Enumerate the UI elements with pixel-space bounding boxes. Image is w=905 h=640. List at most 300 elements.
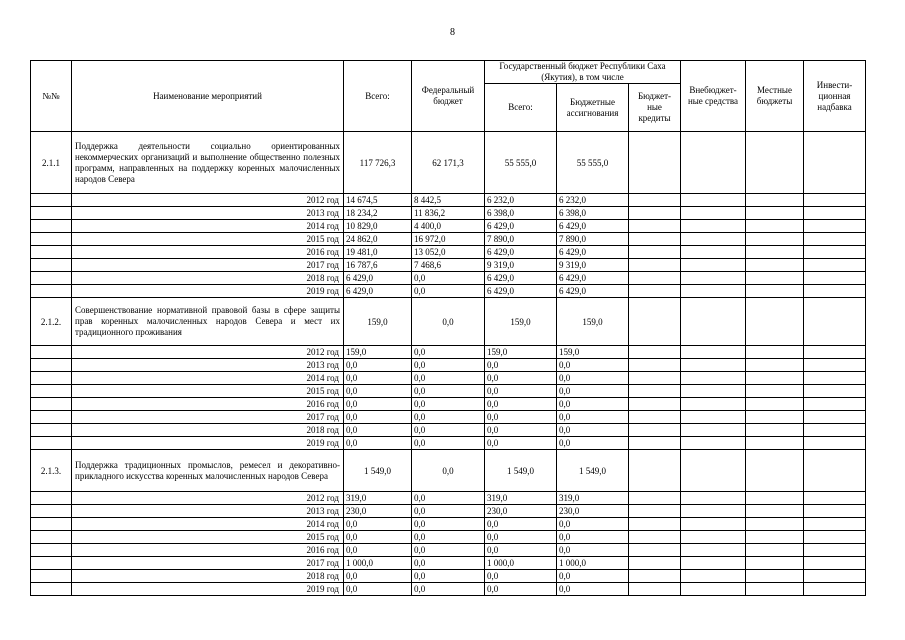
section-extra: [681, 298, 746, 346]
year-invest: [804, 424, 866, 437]
year-row-num: [31, 285, 72, 298]
year-rep-credit: [629, 437, 681, 450]
year-extra: [681, 570, 746, 583]
year-rep-credit: [629, 220, 681, 233]
year-label: 2012 год: [72, 346, 344, 359]
year-label: 2013 год: [72, 505, 344, 518]
year-local: [746, 492, 804, 505]
year-invest: [804, 272, 866, 285]
year-row-num: [31, 194, 72, 207]
year-rep-total: 6 429,0: [485, 272, 557, 285]
year-row: [31, 570, 866, 583]
header-num: №№: [31, 61, 72, 132]
year-total: 159,0: [344, 346, 412, 359]
section-federal: 0,0: [412, 298, 485, 346]
year-label: 2013 год: [72, 359, 344, 372]
year-row: [31, 385, 866, 398]
year-rep-credit: [629, 505, 681, 518]
year-row-num: [31, 346, 72, 359]
section-invest: [804, 132, 866, 194]
header-rep-total: Всего:: [485, 84, 557, 132]
year-extra: [681, 424, 746, 437]
year-row: [31, 372, 866, 385]
section-invest: [804, 450, 866, 492]
year-rep-total: 0,0: [485, 531, 557, 544]
year-federal: 13 052,0: [412, 246, 485, 259]
year-federal: 0,0: [412, 557, 485, 570]
year-rep-credit: [629, 207, 681, 220]
year-rep-total: 0,0: [485, 359, 557, 372]
year-row-num: [31, 398, 72, 411]
year-row-num: [31, 505, 72, 518]
year-rep-credit: [629, 272, 681, 285]
year-rep-credit: [629, 557, 681, 570]
year-local: [746, 233, 804, 246]
year-local: [746, 570, 804, 583]
year-label: 2013 год: [72, 207, 344, 220]
section-rep-total: 55 555,0: [485, 132, 557, 194]
year-federal: 8 442,5: [412, 194, 485, 207]
year-total: 0,0: [344, 544, 412, 557]
year-rep-alloc: 1 000,0: [557, 557, 629, 570]
year-federal: 16 972,0: [412, 233, 485, 246]
year-rep-alloc: 0,0: [557, 570, 629, 583]
year-label: 2018 год: [72, 272, 344, 285]
year-total: 16 787,6: [344, 259, 412, 272]
header-total: Всего:: [344, 61, 412, 132]
section-number: 2.1.1: [31, 132, 72, 194]
year-total: 19 481,0: [344, 246, 412, 259]
header-extra: Внебюджет-ные средства: [681, 61, 746, 132]
year-extra: [681, 544, 746, 557]
year-invest: [804, 259, 866, 272]
year-extra: [681, 372, 746, 385]
year-local: [746, 437, 804, 450]
year-row-num: [31, 359, 72, 372]
year-row: [31, 544, 866, 557]
year-invest: [804, 220, 866, 233]
year-rep-credit: [629, 194, 681, 207]
year-total: 0,0: [344, 437, 412, 450]
year-rep-credit: [629, 518, 681, 531]
year-federal: 11 836,2: [412, 207, 485, 220]
section-rep-total: 159,0: [485, 298, 557, 346]
year-total: 24 862,0: [344, 233, 412, 246]
year-label: 2019 год: [72, 437, 344, 450]
year-row: [31, 207, 866, 220]
year-rep-alloc: 0,0: [557, 398, 629, 411]
year-rep-total: 6 398,0: [485, 207, 557, 220]
year-rep-alloc: 0,0: [557, 518, 629, 531]
year-rep-total: 0,0: [485, 411, 557, 424]
year-invest: [804, 544, 866, 557]
year-total: 0,0: [344, 583, 412, 596]
year-total: 6 429,0: [344, 272, 412, 285]
year-rep-credit: [629, 346, 681, 359]
year-federal: 0,0: [412, 518, 485, 531]
year-local: [746, 194, 804, 207]
year-invest: [804, 285, 866, 298]
year-total: 0,0: [344, 424, 412, 437]
year-row-num: [31, 372, 72, 385]
year-rep-alloc: 159,0: [557, 346, 629, 359]
year-label: 2017 год: [72, 557, 344, 570]
year-federal: 0,0: [412, 372, 485, 385]
year-invest: [804, 385, 866, 398]
year-extra: [681, 194, 746, 207]
year-extra: [681, 359, 746, 372]
year-invest: [804, 583, 866, 596]
year-extra: [681, 492, 746, 505]
year-label: 2017 год: [72, 411, 344, 424]
year-rep-credit: [629, 359, 681, 372]
year-label: 2016 год: [72, 246, 344, 259]
year-row-num: [31, 557, 72, 570]
year-rep-alloc: 6 429,0: [557, 272, 629, 285]
budget-table: [30, 60, 866, 596]
year-federal: 0,0: [412, 505, 485, 518]
year-federal: 7 468,6: [412, 259, 485, 272]
header-republic-group: Государственный бюджет Республики Саха (Якутия), в том числе: [485, 61, 681, 84]
year-rep-credit: [629, 570, 681, 583]
year-label: 2012 год: [72, 492, 344, 505]
year-total: 10 829,0: [344, 220, 412, 233]
year-local: [746, 557, 804, 570]
year-label: 2015 год: [72, 385, 344, 398]
year-rep-total: 0,0: [485, 385, 557, 398]
header-local: Местные бюджеты: [746, 61, 804, 132]
year-rep-total: 319,0: [485, 492, 557, 505]
year-local: [746, 583, 804, 596]
year-rep-alloc: 9 319,0: [557, 259, 629, 272]
section-rep-alloc: 55 555,0: [557, 132, 629, 194]
year-extra: [681, 518, 746, 531]
year-invest: [804, 346, 866, 359]
year-label: 2019 год: [72, 285, 344, 298]
year-extra: [681, 583, 746, 596]
year-label: 2014 год: [72, 220, 344, 233]
year-row-num: [31, 492, 72, 505]
year-row-num: [31, 385, 72, 398]
section-rep-total: 1 549,0: [485, 450, 557, 492]
year-local: [746, 531, 804, 544]
year-total: 0,0: [344, 570, 412, 583]
year-row: [31, 583, 866, 596]
section-row: [31, 298, 866, 346]
year-extra: [681, 411, 746, 424]
year-rep-total: 6 429,0: [485, 285, 557, 298]
section-local: [746, 298, 804, 346]
year-total: 0,0: [344, 372, 412, 385]
year-invest: [804, 372, 866, 385]
year-invest: [804, 207, 866, 220]
year-federal: 0,0: [412, 346, 485, 359]
year-invest: [804, 492, 866, 505]
year-total: 0,0: [344, 518, 412, 531]
year-federal: 4 400,0: [412, 220, 485, 233]
year-row: [31, 531, 866, 544]
section-name: Совершенствование нормативной правовой базы в сфере защиты прав коренных малочисленных народов Севера и мест их традиционного проживания: [72, 298, 344, 346]
header-invest: Инвести-ционная надбавка: [804, 61, 866, 132]
year-extra: [681, 346, 746, 359]
year-invest: [804, 505, 866, 518]
year-label: 2016 год: [72, 544, 344, 557]
year-rep-credit: [629, 233, 681, 246]
year-rep-credit: [629, 372, 681, 385]
section-rep-credit: [629, 298, 681, 346]
year-rep-total: 9 319,0: [485, 259, 557, 272]
year-local: [746, 272, 804, 285]
year-local: [746, 259, 804, 272]
year-invest: [804, 411, 866, 424]
year-rep-total: 0,0: [485, 583, 557, 596]
year-rep-alloc: 6 429,0: [557, 220, 629, 233]
year-label: 2018 год: [72, 570, 344, 583]
year-local: [746, 207, 804, 220]
year-local: [746, 544, 804, 557]
year-local: [746, 285, 804, 298]
year-local: [746, 220, 804, 233]
year-federal: 0,0: [412, 411, 485, 424]
year-label: 2019 год: [72, 583, 344, 596]
year-row: [31, 220, 866, 233]
year-rep-total: 230,0: [485, 505, 557, 518]
year-extra: [681, 505, 746, 518]
year-row-num: [31, 424, 72, 437]
header-rep-credit: Бюджет-ные кредиты: [629, 84, 681, 132]
year-rep-total: 7 890,0: [485, 233, 557, 246]
section-federal: 62 171,3: [412, 132, 485, 194]
year-rep-total: 0,0: [485, 398, 557, 411]
year-row: [31, 246, 866, 259]
year-invest: [804, 570, 866, 583]
year-local: [746, 346, 804, 359]
section-name: Поддержка традиционных промыслов, ремесел и декоративно-прикладного искусства коренных малочисленных народов Севера: [72, 450, 344, 492]
year-rep-credit: [629, 398, 681, 411]
year-local: [746, 411, 804, 424]
section-number: 2.1.2.: [31, 298, 72, 346]
year-local: [746, 385, 804, 398]
year-row: [31, 359, 866, 372]
year-label: 2012 год: [72, 194, 344, 207]
section-total: 117 726,3: [344, 132, 412, 194]
year-rep-total: 0,0: [485, 372, 557, 385]
year-federal: 0,0: [412, 398, 485, 411]
year-label: 2016 год: [72, 398, 344, 411]
year-extra: [681, 398, 746, 411]
year-extra: [681, 272, 746, 285]
year-row-num: [31, 272, 72, 285]
year-local: [746, 424, 804, 437]
year-invest: [804, 233, 866, 246]
year-label: 2017 год: [72, 259, 344, 272]
year-local: [746, 359, 804, 372]
section-name: Поддержка деятельности социально ориентированных некоммерческих организаций и выполнение общественно полезных программ, направленных на поддержку коренных малочисленных народов Севера: [72, 132, 344, 194]
year-rep-alloc: 0,0: [557, 424, 629, 437]
year-federal: 0,0: [412, 437, 485, 450]
year-row: [31, 411, 866, 424]
year-rep-credit: [629, 531, 681, 544]
section-extra: [681, 450, 746, 492]
year-invest: [804, 557, 866, 570]
year-invest: [804, 531, 866, 544]
year-federal: 0,0: [412, 544, 485, 557]
year-rep-alloc: 7 890,0: [557, 233, 629, 246]
year-extra: [681, 246, 746, 259]
year-row: [31, 259, 866, 272]
year-total: 0,0: [344, 398, 412, 411]
year-row: [31, 285, 866, 298]
page-number: 8: [450, 27, 455, 38]
section-rep-alloc: 1 549,0: [557, 450, 629, 492]
year-local: [746, 372, 804, 385]
year-rep-credit: [629, 385, 681, 398]
year-federal: 0,0: [412, 385, 485, 398]
year-row: [31, 272, 866, 285]
section-local: [746, 450, 804, 492]
year-label: 2018 год: [72, 424, 344, 437]
year-row-num: [31, 583, 72, 596]
year-extra: [681, 259, 746, 272]
year-total: 14 674,5: [344, 194, 412, 207]
year-rep-credit: [629, 259, 681, 272]
section-row: [31, 132, 866, 194]
year-rep-total: 6 429,0: [485, 220, 557, 233]
section-federal: 0,0: [412, 450, 485, 492]
year-rep-alloc: 0,0: [557, 372, 629, 385]
year-row: [31, 194, 866, 207]
year-federal: 0,0: [412, 492, 485, 505]
year-row-num: [31, 531, 72, 544]
year-rep-alloc: 0,0: [557, 437, 629, 450]
year-local: [746, 518, 804, 531]
year-invest: [804, 246, 866, 259]
year-total: 0,0: [344, 531, 412, 544]
year-row: [31, 437, 866, 450]
year-invest: [804, 437, 866, 450]
year-extra: [681, 285, 746, 298]
year-rep-credit: [629, 583, 681, 596]
section-number: 2.1.3.: [31, 450, 72, 492]
year-federal: 0,0: [412, 424, 485, 437]
year-label: 2014 год: [72, 518, 344, 531]
year-label: 2015 год: [72, 531, 344, 544]
year-rep-alloc: 6 232,0: [557, 194, 629, 207]
section-extra: [681, 132, 746, 194]
year-extra: [681, 437, 746, 450]
year-row-num: [31, 207, 72, 220]
year-row: [31, 233, 866, 246]
year-rep-total: 6 429,0: [485, 246, 557, 259]
year-rep-credit: [629, 285, 681, 298]
section-rep-credit: [629, 450, 681, 492]
section-invest: [804, 298, 866, 346]
year-federal: 0,0: [412, 583, 485, 596]
section-rep-alloc: 159,0: [557, 298, 629, 346]
year-row: [31, 505, 866, 518]
year-rep-alloc: 0,0: [557, 411, 629, 424]
year-federal: 0,0: [412, 285, 485, 298]
year-invest: [804, 398, 866, 411]
year-row: [31, 398, 866, 411]
section-row: [31, 450, 866, 492]
year-rep-credit: [629, 246, 681, 259]
year-rep-total: 0,0: [485, 518, 557, 531]
year-federal: 0,0: [412, 272, 485, 285]
year-rep-alloc: 0,0: [557, 359, 629, 372]
year-extra: [681, 207, 746, 220]
year-local: [746, 246, 804, 259]
year-total: 0,0: [344, 411, 412, 424]
year-rep-alloc: 6 429,0: [557, 246, 629, 259]
year-total: 18 234,2: [344, 207, 412, 220]
year-rep-total: 1 000,0: [485, 557, 557, 570]
year-rep-alloc: 230,0: [557, 505, 629, 518]
year-federal: 0,0: [412, 531, 485, 544]
year-extra: [681, 385, 746, 398]
year-rep-alloc: 0,0: [557, 544, 629, 557]
year-invest: [804, 194, 866, 207]
year-rep-total: 0,0: [485, 544, 557, 557]
year-total: 0,0: [344, 359, 412, 372]
year-row-num: [31, 437, 72, 450]
year-rep-alloc: 0,0: [557, 531, 629, 544]
year-extra: [681, 220, 746, 233]
year-rep-alloc: 0,0: [557, 583, 629, 596]
section-total: 159,0: [344, 298, 412, 346]
year-rep-alloc: 6 429,0: [557, 285, 629, 298]
year-row: [31, 346, 866, 359]
year-invest: [804, 359, 866, 372]
year-row-num: [31, 233, 72, 246]
year-local: [746, 398, 804, 411]
year-extra: [681, 531, 746, 544]
year-extra: [681, 233, 746, 246]
year-row: [31, 518, 866, 531]
year-total: 230,0: [344, 505, 412, 518]
year-local: [746, 505, 804, 518]
year-rep-alloc: 0,0: [557, 385, 629, 398]
year-row: [31, 424, 866, 437]
section-rep-credit: [629, 132, 681, 194]
year-invest: [804, 518, 866, 531]
year-rep-credit: [629, 411, 681, 424]
year-rep-alloc: 319,0: [557, 492, 629, 505]
year-row-num: [31, 259, 72, 272]
year-rep-total: 159,0: [485, 346, 557, 359]
header-rep-alloc: Бюджетные ассигнования: [557, 84, 629, 132]
year-rep-credit: [629, 492, 681, 505]
section-total: 1 549,0: [344, 450, 412, 492]
year-row-num: [31, 246, 72, 259]
year-rep-total: 6 232,0: [485, 194, 557, 207]
year-rep-credit: [629, 424, 681, 437]
year-total: 319,0: [344, 492, 412, 505]
year-row: [31, 557, 866, 570]
year-rep-total: 0,0: [485, 424, 557, 437]
year-rep-credit: [629, 544, 681, 557]
year-label: 2015 год: [72, 233, 344, 246]
year-federal: 0,0: [412, 570, 485, 583]
year-rep-total: 0,0: [485, 437, 557, 450]
year-total: 6 429,0: [344, 285, 412, 298]
year-federal: 0,0: [412, 359, 485, 372]
year-row-num: [31, 411, 72, 424]
year-label: 2014 год: [72, 372, 344, 385]
year-row-num: [31, 220, 72, 233]
year-row-num: [31, 544, 72, 557]
year-total: 0,0: [344, 385, 412, 398]
